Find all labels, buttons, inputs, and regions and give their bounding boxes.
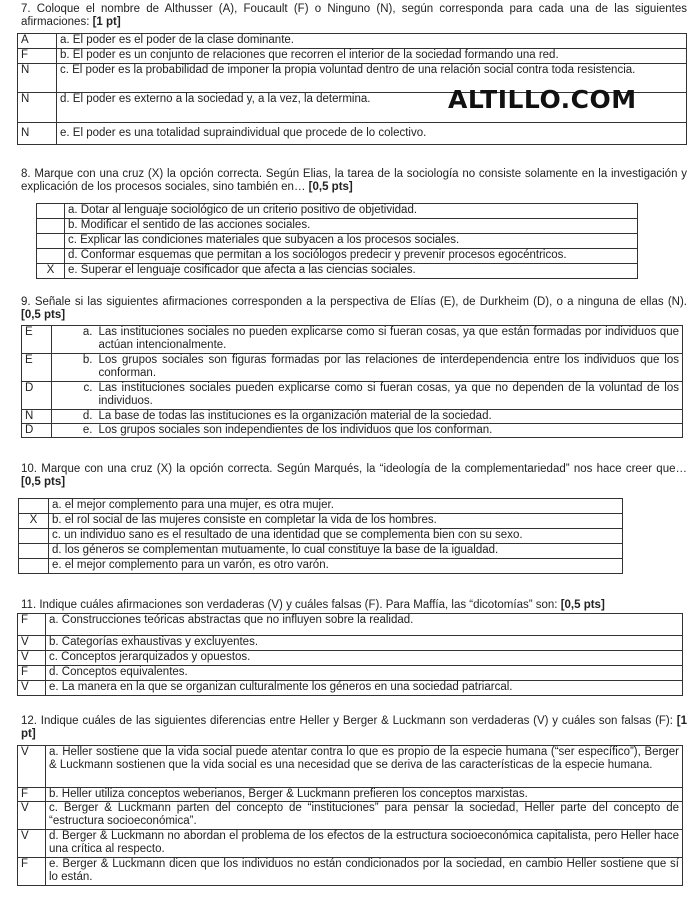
item-letter: a. [52,326,96,354]
question-12-table [17,745,683,886]
statement-cell: e. El poder es una totalidad supraindividual que procede de lo colectivo. [57,123,687,145]
item-letter: d. [52,410,96,424]
table-row [37,234,638,249]
question-7-text: 7. Coloque el nombre de Althusser (A), Foucault (F) o Ninguno (N), según corresponda para cada una de las siguientes afirmaciones: [21,3,687,28]
question-9-points: [0,5 pts] [21,309,66,321]
answer-cell: N [18,64,57,93]
table-row [22,326,683,354]
question-8-points: [0,5 pts] [308,181,353,193]
table-row [19,514,623,529]
answer-cell: N [18,93,57,123]
question-11-points: [0,5 pts] [560,599,605,611]
answer-cell: N [18,123,57,145]
answer-cell: V [18,651,46,666]
statement-cell: d. Berger & Luckmann no abordan el problema de los efectos de la estructura socioeconómica capitalista, pero Heller hace una crítica al respecto. [46,830,683,858]
table-row [18,746,683,788]
answer-cell: X [19,514,49,529]
item-letter: e. [52,424,96,438]
answer-cell: V [18,802,46,830]
question-9-prompt [21,296,687,322]
table-row [18,788,683,802]
statement-cell: a. El poder es el poder de la clase dominante. [57,34,687,49]
option-cell: e. el mejor complemento para un varón, es otro varón. [49,559,623,574]
statement-cell: Las instituciones sociales no pueden explicarse como si fueran cosas, ya que están formadas por individuos que actúan intencionalmente. [96,326,683,354]
answer-cell: E [22,354,52,382]
answer-cell [37,204,65,219]
statement-cell: c. Conceptos jerarquizados y opuestos. [46,651,683,666]
answer-cell: D [22,382,52,410]
table-row [18,858,683,886]
table-row [18,666,683,681]
answer-cell: V [18,746,46,788]
question-10-text: 10. Marque con una cruz (X) la opción correcta. Según Marqués, la “ideología de la complementariedad” nos hace creer que… [21,463,687,475]
answer-cell: V [18,636,46,651]
option-cell: d. Conformar esquemas que permitan a los sociólogos predecir y prevenir procesos egocéntricos. [65,249,638,264]
option-cell: e. Superar el lenguaje cosificador que afecta a las ciencias sociales. [65,264,638,279]
watermark-logo: ALTILLO.COM [448,85,637,114]
statement-cell: b. Categorías exhaustivas y excluyentes. [46,636,683,651]
table-row [22,354,683,382]
statement-cell: Los grupos sociales son figuras formadas por las relaciones de interdependencia entre los individuos que los conforman. [96,354,683,382]
answer-cell: A [18,34,57,49]
table-row [22,424,683,438]
table-row [19,499,623,514]
question-8-prompt [21,168,687,194]
statement-cell: a. Heller sostiene que la vida social puede atentar contra lo que es propio de la especie humana (“ser específico”), Berger & Luckmann sostienen que la vida social es una necesidad que se deriva de las características de la especie humana. [46,746,683,788]
table-row [19,559,623,574]
option-cell: a. Dotar al lenguaje sociológico de un criterio positivo de objetividad. [65,204,638,219]
option-cell: d. los géneros se complementan mutuamente, lo cual constituye la base de la igualdad. [49,544,623,559]
statement-cell: b. El poder es un conjunto de relaciones que recorren el interior de la sociedad formando una red. [57,49,687,64]
table-row [22,410,683,424]
table-row [18,651,683,666]
answer-cell [37,219,65,234]
statement-cell: La base de todas las instituciones es la organización material de la sociedad. [96,410,683,424]
table-row [18,802,683,830]
question-10-points: [0,5 pts] [21,476,66,488]
table-row [18,636,683,651]
answer-cell [19,529,49,544]
option-cell: c. Explicar las condiciones materiales que subyacen a los procesos sociales. [65,234,638,249]
statement-cell: a. Construcciones teóricas abstractas que no influyen sobre la realidad. [46,614,683,636]
option-cell: b. Modificar el sentido de las acciones sociales. [65,219,638,234]
option-cell: c. un individuo sano es el resultado de una identidad que se complementa bien con su sexo. [49,529,623,544]
option-cell: a. el mejor complemento para una mujer, es otra mujer. [49,499,623,514]
answer-cell: F [18,788,46,802]
question-7-points: [1 pt] [92,16,121,28]
question-12-prompt [21,715,687,741]
table-row [37,219,638,234]
table-row [18,681,683,696]
statement-cell: b. Heller utiliza conceptos weberianos, Berger & Luckmann prefieren los conceptos marxistas. [46,788,683,802]
answer-cell [19,559,49,574]
table-row [18,123,687,145]
table-row [37,249,638,264]
answer-cell [37,234,65,249]
answer-cell: D [22,424,52,438]
item-letter: b. [52,354,96,382]
table-row [18,34,687,49]
statement-cell: e. Berger & Luckmann dicen que los individuos no están condicionados por la sociedad, en cambio Heller sostiene que sí lo están. [46,858,683,886]
question-10-table [18,498,623,574]
table-row [37,264,638,279]
table-row [37,204,638,219]
table-row [19,544,623,559]
answer-cell [37,249,65,264]
statement-cell: Las instituciones sociales pueden explicarse como si fueran cosas, ya que no dependen de la voluntad de los individuos. [96,382,683,410]
answer-cell: E [22,326,52,354]
answer-cell: V [18,830,46,858]
table-row [19,529,623,544]
statement-cell: d. Conceptos equivalentes. [46,666,683,681]
question-8-text: 8. Marque con una cruz (X) la opción correcta. Según Elias, la tarea de la sociología no consiste solamente en la investigación y explicación de los procesos sociales, sino también en… [21,168,687,193]
statement-cell: e. La manera en la que se organizan culturalmente los géneros en una sociedad patriarcal. [46,681,683,696]
table-row [18,49,687,64]
question-11-text: 11. Indique cuáles afirmaciones son verdaderas (V) y cuáles falsas (F). Para Maffía, las “dicotomías” son: [21,599,558,611]
statement-cell: d. El poder es externo a la sociedad y, a la vez, la determina. [57,93,687,123]
question-12-points: [1 pt] [21,715,687,740]
question-12-text: 12. Indique cuáles de las siguientes diferencias entre Heller y Berger & Luckmann son verdaderas (V) y cuáles son falsas (F): [21,715,673,727]
option-cell: b. el rol social de las mujeres consiste en completar la vida de los hombres. [49,514,623,529]
statement-cell: c. Berger & Luckmann parten del concepto de “instituciones” para pensar la sociedad, Heller parte del concepto de “estructura socioeconómica”. [46,802,683,830]
answer-cell: F [18,614,46,636]
answer-cell: X [37,264,65,279]
answer-cell: F [18,858,46,886]
answer-cell: F [18,49,57,64]
question-11-prompt [21,599,687,612]
item-letter: c. [52,382,96,410]
question-9-text: 9. Señale si las siguientes afirmaciones corresponden a la perspectiva de Elías (E), de Durkheim (D), o a ninguna de ellas (N). [21,296,687,308]
question-9-table [21,325,683,438]
table-row [22,382,683,410]
statement-cell: c. El poder es la probabilidad de imponer la propia voluntad dentro de una relación social contra toda resistencia. [57,64,687,93]
question-7-prompt [21,3,687,29]
answer-cell: F [18,666,46,681]
answer-cell: N [22,410,52,424]
table-row [18,830,683,858]
question-10-prompt [21,463,687,489]
table-row [18,614,683,636]
answer-cell [19,499,49,514]
question-11-table [17,613,683,696]
answer-cell [19,544,49,559]
question-8-table [36,203,638,279]
statement-cell: Los grupos sociales son independientes de los individuos que los conforman. [96,424,683,438]
answer-cell: V [18,681,46,696]
